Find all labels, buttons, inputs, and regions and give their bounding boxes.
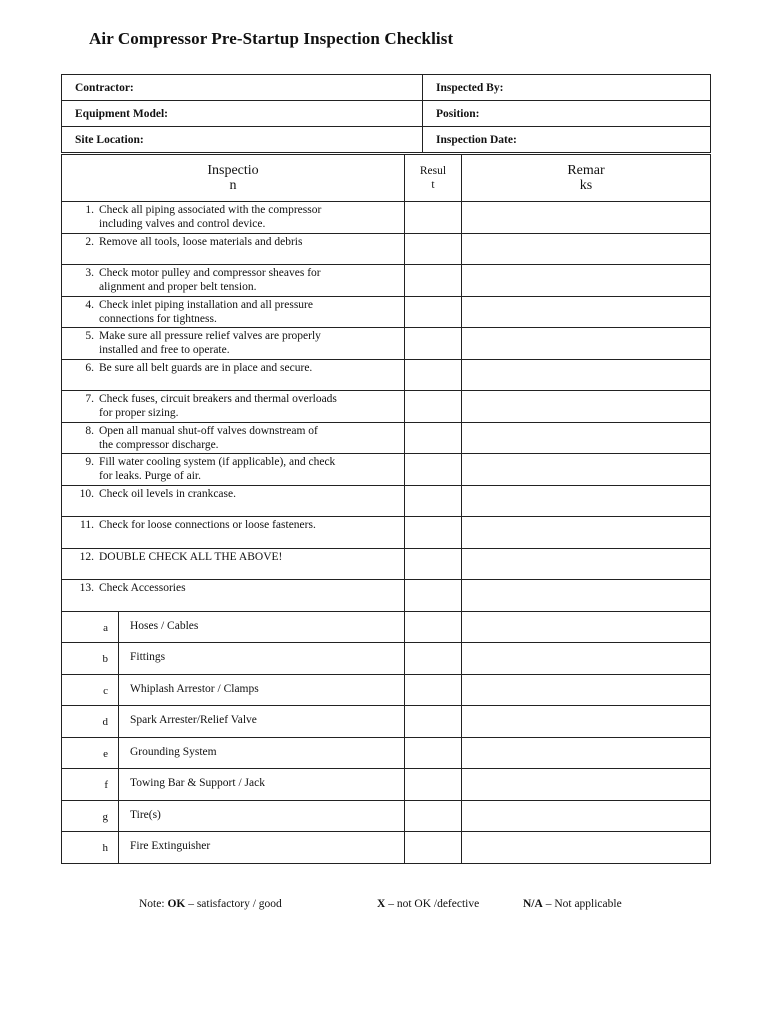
accessory-letter: f [62, 769, 119, 800]
result-cell[interactable] [405, 832, 462, 864]
remarks-cell[interactable] [462, 580, 711, 612]
accessory-label: Fittings [130, 651, 166, 663]
inspection-item [62, 422, 405, 454]
result-cell[interactable] [405, 233, 462, 265]
item-text-cont: including valves and control device. [99, 218, 266, 230]
legend-na: N/A – Not applicable [523, 898, 622, 910]
item-text: Check inlet piping installation and all pressure [99, 298, 313, 311]
equipment-model-field[interactable]: Equipment Model: [62, 101, 423, 127]
item-text-cont: connections for tightness. [99, 312, 217, 325]
accessory-letter: h [62, 832, 119, 863]
remarks-cell[interactable] [462, 517, 711, 549]
legend-ok: Note: OK – satisfactory / good [139, 898, 282, 910]
item-text-cont: for proper sizing. [99, 407, 179, 419]
accessory-label: Towing Bar & Support / Jack [130, 777, 265, 789]
header-info-table [61, 74, 711, 153]
remarks-cell[interactable] [462, 769, 711, 801]
remarks-cell[interactable] [462, 265, 711, 297]
accessory-item [62, 832, 405, 864]
contractor-field[interactable]: Contractor: [62, 75, 423, 101]
remarks-cell[interactable] [462, 832, 711, 864]
result-cell[interactable] [405, 548, 462, 580]
checklist-row [62, 359, 711, 391]
result-cell[interactable] [405, 769, 462, 801]
item-number: 4. [85, 298, 94, 311]
accessory-label: Spark Arrester/Relief Valve [130, 714, 257, 726]
item-text: Check Accessories [99, 582, 186, 594]
accessory-letter: b [62, 643, 119, 674]
accessory-row [62, 611, 711, 643]
item-number: 1. [85, 204, 94, 216]
accessory-letter: e [62, 738, 119, 769]
accessory-label: Fire Extinguisher [130, 840, 211, 852]
accessory-row [62, 832, 711, 864]
result-cell[interactable] [405, 674, 462, 706]
inspection-item [62, 328, 405, 360]
remarks-cell[interactable] [462, 422, 711, 454]
inspection-item [62, 296, 405, 328]
item-text: Check for loose connections or loose fasteners. [99, 519, 316, 531]
remarks-cell[interactable] [462, 391, 711, 423]
inspection-item [62, 233, 405, 265]
item-text: Check motor pulley and compressor sheaves for [99, 267, 321, 279]
remarks-cell[interactable] [462, 359, 711, 391]
remarks-cell[interactable] [462, 611, 711, 643]
checklist-row [62, 517, 711, 549]
site-location-field[interactable]: Site Location: [62, 127, 423, 153]
inspection-item [62, 517, 405, 549]
result-cell[interactable] [405, 580, 462, 612]
checklist-row [62, 422, 711, 454]
result-cell[interactable] [405, 422, 462, 454]
accessory-item [62, 674, 405, 706]
item-text: Check oil levels in crankcase. [99, 487, 236, 500]
item-text: Open all manual shut-off valves downstream of [99, 424, 318, 437]
inspection-item [62, 580, 405, 612]
result-cell[interactable] [405, 202, 462, 234]
checklist-row [62, 202, 711, 234]
result-cell[interactable] [405, 265, 462, 297]
remarks-cell[interactable] [462, 548, 711, 580]
checklist-row [62, 233, 711, 265]
item-number: 11. [80, 519, 94, 531]
checklist-row [62, 485, 711, 517]
item-number: 6. [85, 361, 94, 374]
item-number: 13. [79, 582, 94, 594]
checklist-row [62, 580, 711, 612]
accessory-letter: d [62, 706, 119, 737]
inspection-item [62, 202, 405, 234]
accessory-letter: c [62, 675, 119, 706]
item-text-cont: for leaks. Purge of air. [99, 470, 201, 482]
result-cell[interactable] [405, 391, 462, 423]
result-cell[interactable] [405, 359, 462, 391]
inspection-item [62, 454, 405, 486]
checklist-row [62, 391, 711, 423]
accessory-item [62, 643, 405, 675]
checklist-row [62, 328, 711, 360]
remarks-column-header: Remar ks [462, 155, 711, 202]
accessory-row [62, 674, 711, 706]
legend-x: X – not OK /defective [377, 898, 480, 910]
checklist-row [62, 296, 711, 328]
inspection-item [62, 485, 405, 517]
item-text: Check all piping associated with the compressor [99, 204, 322, 216]
inspection-item [62, 391, 405, 423]
remarks-cell[interactable] [462, 202, 711, 234]
accessory-row [62, 737, 711, 769]
result-cell[interactable] [405, 485, 462, 517]
result-cell[interactable] [405, 296, 462, 328]
remarks-cell[interactable] [462, 643, 711, 675]
result-cell[interactable] [405, 611, 462, 643]
inspection-column-header: Inspectio n [62, 155, 405, 202]
accessory-row [62, 800, 711, 832]
accessory-row [62, 769, 711, 801]
accessory-item [62, 706, 405, 738]
remarks-cell[interactable] [462, 233, 711, 265]
result-cell[interactable] [405, 517, 462, 549]
inspected-by-field[interactable]: Inspected By: [423, 75, 711, 101]
accessory-item [62, 737, 405, 769]
item-number: 12. [79, 550, 94, 563]
item-text-cont: the compressor discharge. [99, 438, 219, 451]
result-cell[interactable] [405, 737, 462, 769]
accessory-item [62, 769, 405, 801]
accessory-label: Grounding System [130, 745, 217, 758]
checklist-row [62, 548, 711, 580]
result-cell[interactable] [405, 643, 462, 675]
accessory-label: Hoses / Cables [130, 619, 199, 632]
item-number: 3. [85, 267, 94, 279]
item-text: Be sure all belt guards are in place and secure. [99, 361, 313, 374]
accessory-label: Tire(s) [130, 808, 161, 821]
result-cell[interactable] [405, 454, 462, 486]
checklist-row [62, 265, 711, 297]
accessory-row [62, 706, 711, 738]
item-text: Check fuses, circuit breakers and thermal overloads [99, 393, 337, 405]
accessory-item [62, 800, 405, 832]
checklist-table [61, 154, 711, 864]
accessory-label: Whiplash Arrestor / Clamps [130, 682, 259, 695]
item-number: 2. [85, 235, 94, 248]
result-cell[interactable] [405, 706, 462, 738]
remarks-cell[interactable] [462, 485, 711, 517]
remarks-cell[interactable] [462, 737, 711, 769]
remarks-cell[interactable] [462, 674, 711, 706]
remarks-cell[interactable] [462, 454, 711, 486]
accessory-letter: a [62, 612, 119, 643]
item-number: 7. [85, 393, 94, 405]
inspection-item [62, 548, 405, 580]
item-text: Fill water cooling system (if applicable), and check [99, 456, 336, 468]
result-column-header: Resul t [405, 155, 462, 202]
item-text-cont: alignment and proper belt tension. [99, 281, 257, 293]
remarks-cell[interactable] [462, 800, 711, 832]
position-field[interactable]: Position: [423, 101, 711, 127]
document-title: Air Compressor Pre-Startup Inspection Checklist [89, 29, 454, 48]
result-cell[interactable] [405, 800, 462, 832]
item-number: 5. [85, 330, 94, 342]
accessory-letter: g [62, 801, 119, 832]
remarks-cell[interactable] [462, 328, 711, 360]
remarks-cell[interactable] [462, 296, 711, 328]
checklist-row [62, 454, 711, 486]
item-number: 9. [85, 456, 94, 468]
item-number: 10. [79, 487, 94, 500]
result-cell[interactable] [405, 328, 462, 360]
item-text: Remove all tools, loose materials and debris [99, 235, 303, 248]
item-text: DOUBLE CHECK ALL THE ABOVE! [99, 550, 283, 563]
inspection-date-field[interactable]: Inspection Date: [423, 127, 711, 153]
remarks-cell[interactable] [462, 706, 711, 738]
item-text-cont: installed and free to operate. [99, 344, 230, 356]
inspection-item [62, 359, 405, 391]
item-number: 8. [85, 424, 94, 437]
accessory-item [62, 611, 405, 643]
accessory-row [62, 643, 711, 675]
column-header-row [62, 155, 711, 202]
item-text: Make sure all pressure relief valves are properly [99, 330, 321, 342]
inspection-item [62, 265, 405, 297]
